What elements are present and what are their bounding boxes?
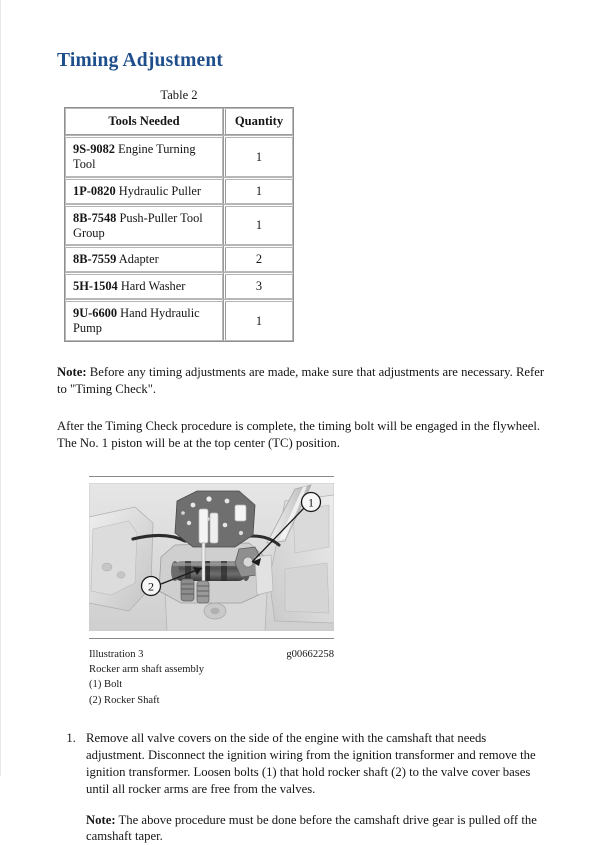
table-header-row [65,108,293,135]
part-number: 9S-9082 [73,142,115,157]
cell-quantity: 3 [223,272,293,299]
illustration-figure [89,476,334,708]
cell-tool [65,299,223,341]
figure-callout-2-label: (2) Rocker Shaft [89,694,160,706]
step-note-text: The above procedure must be done before the camshaft drive gear is pulled off the camshaft taper. [86,812,537,844]
part-number: 8B-7559 [73,252,117,267]
figure-description: Rocker arm shaft assembly [89,663,205,675]
figure-top-rule [89,476,334,477]
cell-tool [65,204,223,246]
step-1-note [86,812,545,845]
table-body [65,135,293,341]
cell-tool [65,177,223,204]
callout-2-number: 2 [148,579,154,594]
table-row [65,204,293,246]
tool-name: Adapter [118,252,159,267]
table-row [65,272,293,299]
figure-caption-row [89,647,334,662]
figure-bottom-rule [89,638,334,639]
cell-tool [65,272,223,299]
cell-quantity: 1 [223,204,293,246]
cell-quantity: 1 [223,299,293,341]
note-text: Before any timing adjustments are made, make sure that adjustments are necessary. Refer to "Timing Check". [57,364,545,396]
step-1-text: 1. Remove all valve covers on the side of the engine with the camshaft that needs adjustment. Disconnect the ignition wiring from the ignition transformer and remove the ignition transformer. Loosen bolts (1) that hold rocker shaft (2) to the valve cover bases until all rocker arms are free from the valves. [86,730,536,796]
note-label: Note: [57,364,87,379]
procedure-steps [57,730,545,845]
figure-caption-block [89,647,334,708]
tool-name: Push-Puller Tool Group [73,210,203,240]
timing-check-paragraph: After the Timing Check procedure is complete, the timing bolt will be engaged in the flywheel. The No. 1 piston will be at the top center (TC) position. [57,418,541,450]
part-number: 1P-0820 [73,183,116,198]
tool-name: Hydraulic Puller [118,183,202,198]
callout-1-number: 1 [308,495,314,510]
table-row [65,299,293,341]
cell-quantity: 1 [223,177,293,204]
figure-callout-1-label: (1) Bolt [89,679,123,691]
tools-table-block [64,88,294,342]
column-header-tools-needed: Tools Needed [65,108,223,135]
table-header [65,108,293,135]
part-number: 9U-6600 [73,306,118,321]
tool-name: Hard Washer [120,279,186,294]
figure-graphic-id: g00662258 [286,648,334,660]
table-row [65,135,293,177]
note-paragraph [57,364,545,398]
cell-tool [65,245,223,272]
rocker-arm-photo [89,483,334,631]
part-number: 5H-1504 [73,279,118,294]
cell-quantity: 2 [223,245,293,272]
table-caption: Table 2 [160,88,198,102]
page-title: Timing Adjustment [57,50,224,71]
illustration-image [89,483,334,631]
figure-label: Illustration 3 [89,648,144,660]
step-note-label: Note: [86,812,116,827]
column-header-quantity: Quantity [223,108,293,135]
list-item [79,730,545,845]
part-number: 8B-7548 [73,210,117,225]
cell-quantity: 1 [223,135,293,177]
table-row [65,245,293,272]
tools-needed-table [64,107,294,342]
tool-name: Engine Turning Tool [73,142,196,171]
tool-name: Hand Hydraulic Pump [73,306,200,336]
cell-tool [65,135,223,177]
table-row [65,177,293,204]
page-content [57,0,545,845]
